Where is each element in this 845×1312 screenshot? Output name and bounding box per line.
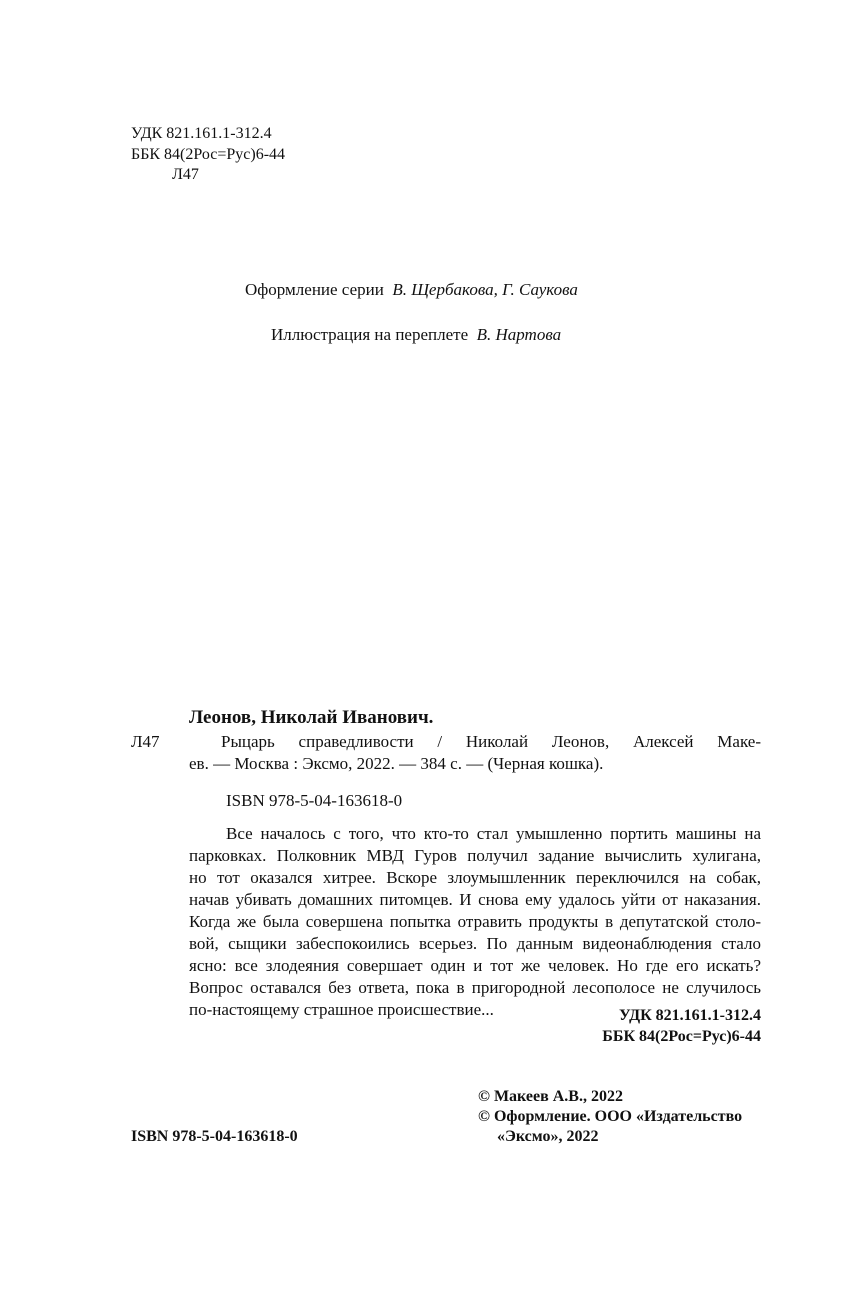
entry-line-1: Рыцарь справедливости / Николай Леонов, Алексей Маке- (221, 732, 761, 751)
udk-code-top: УДК 821.161.1-312.4 (131, 125, 272, 142)
bbk-code-top: ББК 84(2Рос=Рус)6-44 (131, 146, 286, 163)
copyright-author: © Макеев А.В., 2022 (478, 1088, 623, 1105)
author-mark-top: Л47 (172, 166, 199, 183)
entry-author: Леонов, Николай Иванович. (189, 707, 434, 728)
bbk-code-bottom: ББК 84(2Рос=Рус)6-44 (602, 1028, 761, 1045)
series-design-label: Оформление серии (245, 280, 384, 299)
annotation-line: Все началось с того, что кто-то стал умышленно портить машины на (226, 824, 761, 843)
udk-code-bottom: УДК 821.161.1-312.4 (618, 1007, 761, 1024)
annotation-line: по-настоящему страшное происшествие... (189, 1000, 494, 1019)
annotation-line: Вопрос оставался без ответа, пока в пригородной лесополосе не случилось (189, 978, 761, 997)
copyright-publisher: «Эксмо», 2022 (497, 1128, 599, 1145)
entry-description (189, 731, 761, 775)
copyright-design: © Оформление. ООО «Издательство (478, 1108, 743, 1125)
annotation-line: вой, сыщики забеспокоились всерьез. По данным видеонаблюдения стало (189, 934, 761, 953)
annotation (189, 823, 761, 1021)
entry-mark: Л47 (131, 732, 160, 751)
annotation-line: Когда же была совершена попытка отравить продукты в депутатской столо- (189, 912, 761, 931)
cover-illustration-name: В. Нартова (476, 325, 562, 344)
footer-isbn: ISBN 978-5-04-163618-0 (131, 1128, 298, 1145)
entry-line-2: ев. — Москва : Эксмо, 2022. — 384 с. — (Черная кошка). (189, 754, 604, 773)
annotation-line: начав убивать домашних питомцев. И снова ему удалось уйти от наказания. (189, 890, 761, 909)
annotation-line: но тот оказался хитрее. Вскоре злоумышленник переключился на собак, (189, 868, 761, 887)
cover-illustration-credit (271, 324, 561, 346)
series-design-names: В. Щербакова, Г. Саукова (392, 280, 578, 299)
copyright-block (478, 1087, 742, 1147)
annotation-line: парковках. Полковник МВД Гуров получил задание вычислить хулигана, (189, 846, 761, 865)
entry-isbn: ISBN 978-5-04-163618-0 (226, 791, 403, 810)
cover-illustration-label: Иллюстрация на переплете (271, 325, 469, 344)
annotation-line: ясно: все злодеяния совершает один и тот же человек. Но где его искать? (189, 956, 761, 975)
series-design-credit (245, 279, 578, 301)
